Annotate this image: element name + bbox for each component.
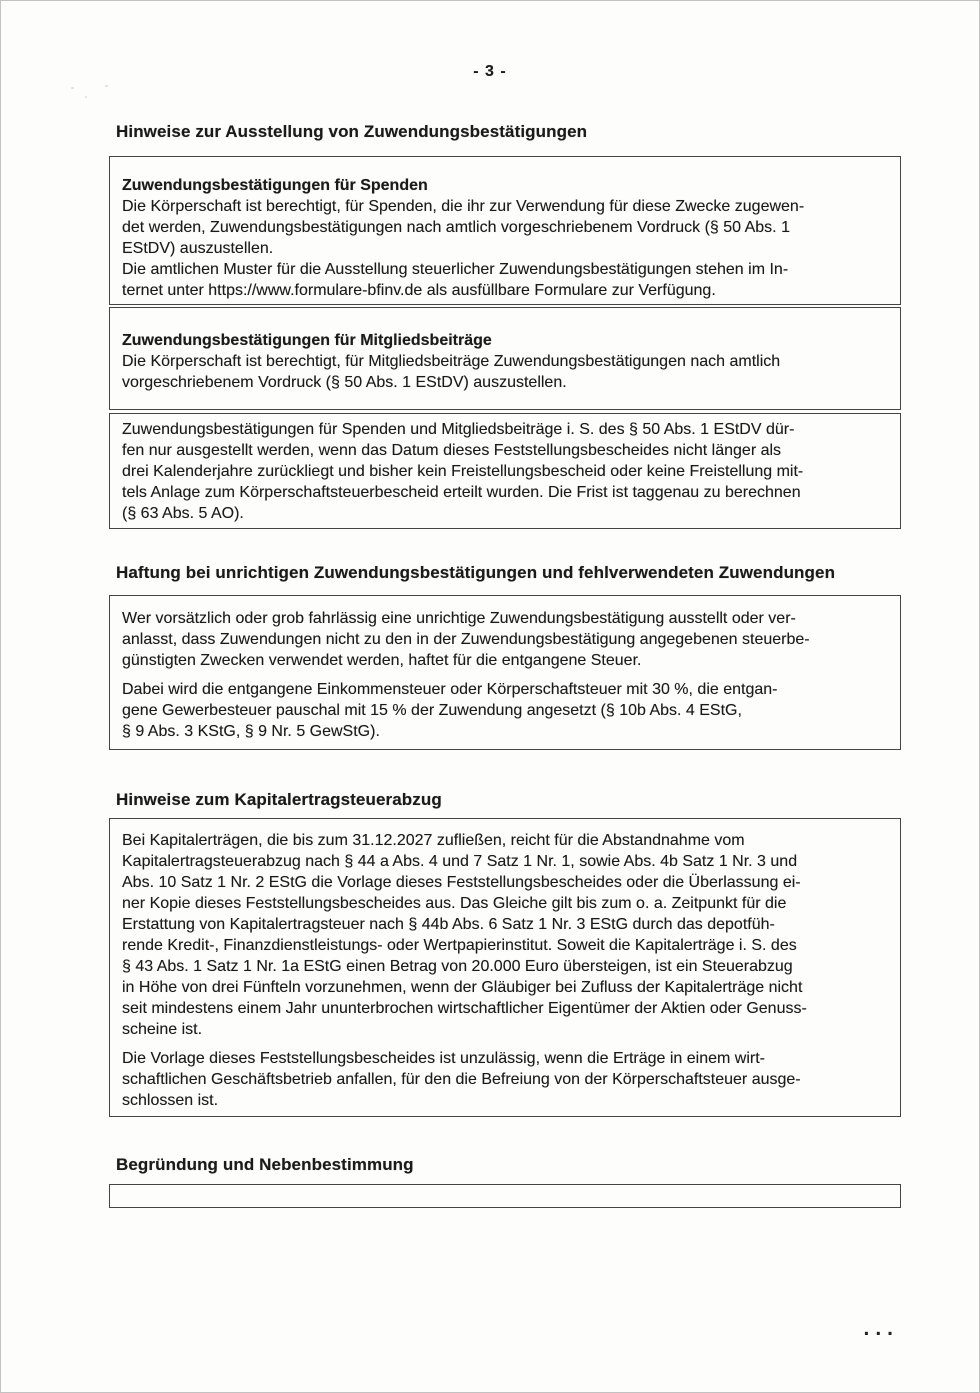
text-line: det werden, Zuwendungsbestätigungen nach amtlich vorgeschriebenem Vordruck (§ 50 Abs. 1 bbox=[122, 219, 790, 236]
text-line: Die Vorlage dieses Feststellungsbescheides ist unzulässig, wenn die Erträge in einem wirt- bbox=[122, 1050, 765, 1067]
box-spenden-title: Zuwendungsbestätigungen für Spenden bbox=[122, 177, 428, 194]
text-line: Kapitalertragsteuerabzug nach § 44 a Abs. 4 und 7 Satz 1 Nr. 1, sowie Abs. 4b Satz 1 Nr. 3 und bbox=[122, 853, 798, 870]
box-haftung-paragraph-1 bbox=[122, 608, 888, 671]
box-mitgliedsbeitraege-title: Zuwendungsbestätigungen für Mitgliedsbeiträge bbox=[122, 332, 492, 349]
text-line: Dabei wird die entgangene Einkommensteuer oder Körperschaftsteuer mit 30 %, die entgan- bbox=[122, 681, 778, 698]
text-line: in Höhe von drei Fünfteln vorzunehmen, wenn der Gläubiger bei Zufluss der Kapitalerträge nicht bbox=[122, 979, 803, 996]
section-heading-ausstellung: Hinweise zur Ausstellung von Zuwendungsbestätigungen bbox=[116, 122, 588, 141]
scan-speckle bbox=[85, 96, 87, 98]
text-line: (§ 63 Abs. 5 AO). bbox=[122, 505, 244, 522]
text-line: Die Körperschaft ist berechtigt, für Mitgliedsbeiträge Zuwendungsbestätigungen nach amtlich bbox=[122, 353, 781, 370]
box-kapitalertrag-paragraph-1 bbox=[122, 830, 888, 1040]
box-zuwendungsbestaetigungen-mitgliedsbeitraege bbox=[109, 307, 901, 410]
box-ausstellungsfrist-text bbox=[122, 419, 888, 524]
text-line: Abs. 10 Satz 1 Nr. 2 EStG die Vorlage dieses Feststellungsbescheides oder die Überlassung ei- bbox=[122, 874, 801, 891]
document-content bbox=[109, 121, 901, 1338]
text-line: ner Kopie dieses Feststellungsbescheides aus. Das Gleiche gilt bis zum o. a. Zeitpunkt für die bbox=[122, 895, 787, 912]
box-kapitalertrag-paragraph-2 bbox=[122, 1048, 888, 1111]
text-line: ternet unter https://www.formulare-bfinv.de als ausfüllbare Formulare zur Verfügung. bbox=[122, 282, 716, 299]
text-line: tels Anlage zum Körperschaftsteuerbescheid erteilt wurden. Die Frist ist taggenau zu berechnen bbox=[122, 484, 801, 501]
text-line: § 9 Abs. 3 KStG, § 9 Nr. 5 GewStG). bbox=[122, 723, 380, 740]
text-line: anlasst, dass Zuwendungen nicht zu den in der Zuwendungsbestätigung angegebenen steuerbe- bbox=[122, 631, 810, 648]
continuation-dots: ... bbox=[863, 1317, 899, 1340]
text-line: vorgeschriebenem Vordruck (§ 50 Abs. 1 EStDV) auszustellen. bbox=[122, 374, 567, 391]
box-zuwendungsbestaetigungen-spenden bbox=[109, 156, 901, 305]
scan-speckle bbox=[105, 85, 108, 87]
text-line: Die amtlichen Muster für die Ausstellung steuerlicher Zuwendungsbestätigungen stehen im In- bbox=[122, 261, 789, 278]
text-line: Zuwendungsbestätigungen für Spenden und Mitgliedsbeiträge i. S. des § 50 Abs. 1 EStDV dür- bbox=[122, 421, 795, 438]
box-mitgliedsbeitraege-text bbox=[122, 351, 888, 393]
text-line: Die Körperschaft ist berechtigt, für Spenden, die ihr zur Verwendung für diese Zwecke zugewen- bbox=[122, 198, 805, 215]
text-line: Wer vorsätzlich oder grob fahrlässig eine unrichtige Zuwendungsbestätigung ausstellt oder ver- bbox=[122, 610, 796, 627]
text-line: schlossen ist. bbox=[122, 1092, 219, 1109]
box-haftung bbox=[109, 595, 901, 750]
scan-speckle bbox=[71, 87, 74, 89]
section-heading-haftung: Haftung bei unrichtigen Zuwendungsbestätigungen und fehlverwendeten Zuwendungen bbox=[116, 563, 836, 582]
text-line: scheine ist. bbox=[122, 1021, 203, 1038]
text-line: § 43 Abs. 1 Satz 1 Nr. 1a EStG einen Betrag von 20.000 Euro übersteigen, ist ein Steuerabzug bbox=[122, 958, 793, 975]
text-line: EStDV) auszustellen. bbox=[122, 240, 274, 257]
text-line: seit mindestens einem Jahr ununterbrochen wirtschaftlicher Eigentümer der Aktien oder Genuss- bbox=[122, 1000, 807, 1017]
text-line: fen nur ausgestellt werden, wenn das Datum dieses Feststellungsbescheides nicht länger als bbox=[122, 442, 782, 459]
box-haftung-paragraph-2 bbox=[122, 679, 888, 742]
page-number: - 3 - bbox=[473, 63, 507, 80]
box-spenden-text bbox=[122, 196, 888, 301]
text-line: Bei Kapitalerträgen, die bis zum 31.12.2027 zufließen, reicht für die Abstandnahme vom bbox=[122, 832, 745, 849]
text-line: gene Gewerbesteuer pauschal mit 15 % der Zuwendung angesetzt (§ 10b Abs. 4 EStG, bbox=[122, 702, 742, 719]
section-heading-begruendung: Begründung und Nebenbestimmung bbox=[116, 1155, 414, 1174]
text-line: schaftlichen Geschäftsbetrieb anfallen, für den die Befreiung von der Körperschaftsteuer ausge- bbox=[122, 1071, 801, 1088]
box-begruendung-empty bbox=[109, 1184, 901, 1208]
text-line: Erstattung von Kapitalertragsteuer nach § 44b Abs. 6 Satz 1 Nr. 3 EStG durch das depotfüh- bbox=[122, 916, 775, 933]
text-line: drei Kalenderjahre zurückliegt und bisher kein Freistellungsbescheid oder keine Freistellung mit- bbox=[122, 463, 804, 480]
box-ausstellungsfrist bbox=[109, 413, 901, 529]
box-kapitalertragsteuerabzug bbox=[109, 818, 901, 1117]
text-line: rende Kredit-, Finanzdienstleistungs- oder Wertpapierinstitut. Soweit die Kapitalerträge i. S. des bbox=[122, 937, 797, 954]
text-line: günstigten Zwecken verwendet werden, haftet für die entgangene Steuer. bbox=[122, 652, 642, 669]
section-heading-kapitalertragsteuerabzug: Hinweise zum Kapitalertragsteuerabzug bbox=[116, 790, 442, 809]
